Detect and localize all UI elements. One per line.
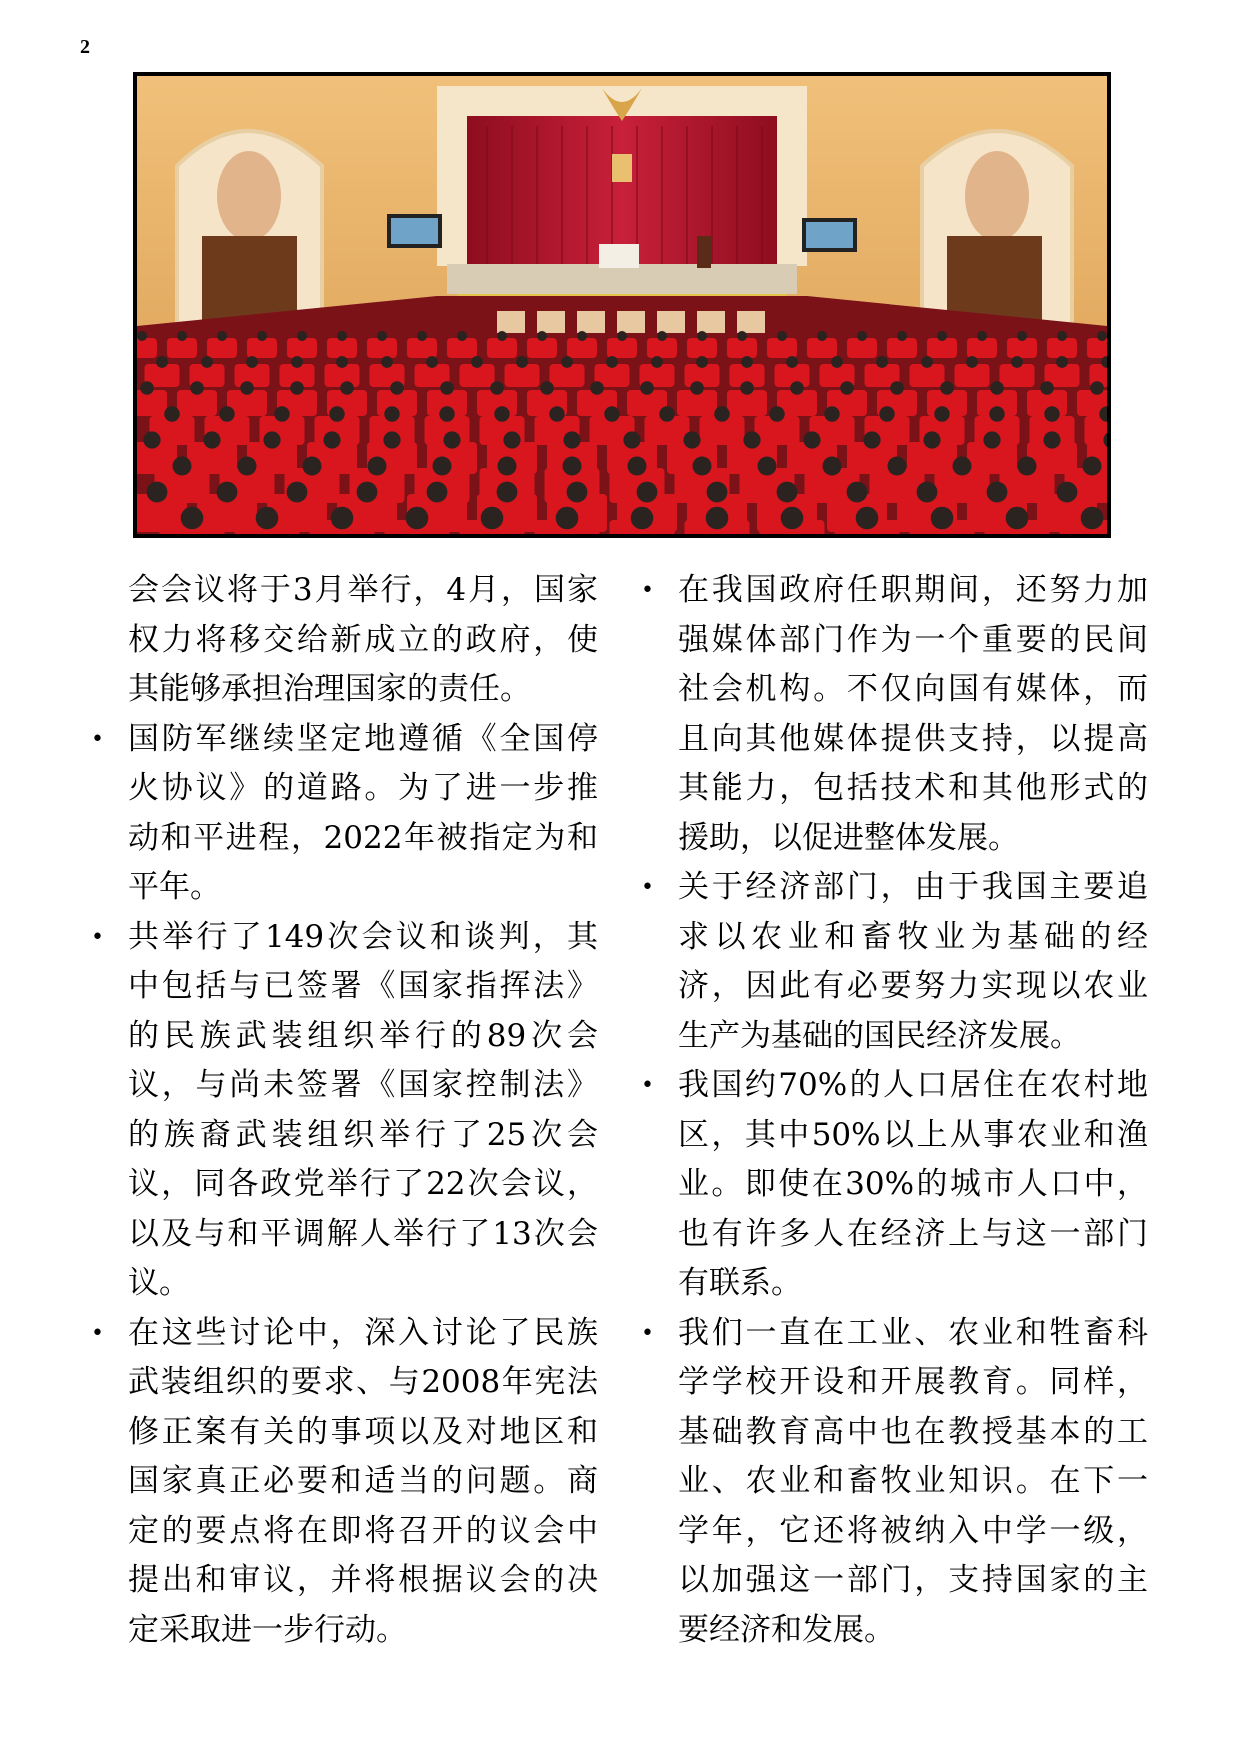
text-line [128, 1457, 598, 1507]
page-number: 2 [80, 36, 90, 58]
line-text: 火协议》的道路。为了进一步推 [128, 770, 598, 806]
attendee-head [331, 507, 354, 530]
attendee-head [628, 457, 647, 476]
attendee-head [740, 381, 754, 395]
attendee-head [790, 381, 804, 395]
text-line [128, 1606, 598, 1656]
line-text: 社会机构。不仅向国有媒体，而 [678, 671, 1148, 707]
bullet-paragraph [641, 566, 1148, 863]
text-line [128, 814, 598, 864]
attendee-head [287, 482, 308, 503]
attendee-head [440, 381, 454, 395]
attendee-head [390, 381, 404, 395]
line-text: 权力将移交给新成立的政府，使 [128, 621, 598, 658]
attendee-head [623, 431, 640, 448]
text-line [678, 1111, 1148, 1161]
attendee-head [340, 381, 354, 395]
attendee-head [549, 406, 564, 421]
bullet-paragraph [641, 1061, 1148, 1309]
attendee-head [291, 356, 303, 368]
attendee-head [426, 356, 438, 368]
line-text: 且向其他媒体提供支持，以提高 [678, 720, 1148, 757]
text-line [678, 715, 1148, 765]
attendee-head [147, 482, 168, 503]
bullet-icon: • [91, 1320, 104, 1346]
attendee-head [503, 431, 520, 448]
bullet-paragraph [91, 913, 598, 1309]
attendee-head [383, 431, 400, 448]
line-text: 修正案有关的事项以及对地区和 [128, 1413, 598, 1450]
attendee-head [381, 356, 393, 368]
line-text: 国家真正必要和适当的问题。商 [128, 1463, 598, 1499]
attendee-head [1018, 457, 1037, 476]
attendee-head [737, 331, 747, 341]
text-line [128, 1012, 598, 1062]
text-line [678, 665, 1148, 715]
text-line [128, 962, 598, 1012]
attendee-head [823, 457, 842, 476]
attendee-head [337, 331, 347, 341]
text-line [678, 1408, 1148, 1458]
text-line [678, 1210, 1148, 1260]
attendee-head [497, 482, 518, 503]
line-text: 也有许多人在经济上与这一部门 [678, 1215, 1148, 1252]
attendee-head [693, 457, 712, 476]
bullet-icon: • [641, 1320, 654, 1346]
bullet-icon: • [91, 726, 104, 752]
attendee-head [890, 381, 904, 395]
text-line [91, 1309, 598, 1359]
line-text: 的族裔武装组织举行了25次会 [128, 1116, 598, 1153]
attendee-head [1044, 406, 1059, 421]
text-line [128, 665, 598, 715]
attendee-head [697, 331, 707, 341]
text-line [128, 616, 598, 666]
attendee-head [824, 406, 839, 421]
attendee-head [1006, 507, 1029, 530]
text-line [128, 1358, 598, 1408]
attendee-head [1017, 331, 1027, 341]
attendee-head [777, 482, 798, 503]
attendee-head [940, 381, 954, 395]
attendee-head [1090, 381, 1104, 395]
text-line [678, 1358, 1148, 1408]
line-text: 平年。 [128, 869, 221, 905]
text-line [91, 715, 598, 765]
attendee-head [497, 331, 507, 341]
seat [137, 338, 157, 358]
attendee-head [937, 331, 947, 341]
attendee-head [651, 356, 663, 368]
line-text: 其能力，包括技术和其他形式的 [678, 770, 1148, 806]
attendee-head [181, 507, 204, 530]
line-text: 关于经济部门，由于我国主要追 [678, 869, 1148, 905]
line-text: 共举行了149次会议和谈判，其 [128, 918, 598, 955]
attendee-head [290, 381, 304, 395]
line-text: 学学校开设和开展教育。同样， [678, 1364, 1148, 1400]
attendee-head [537, 331, 547, 341]
line-text: 在我国政府任职期间，还努力加 [678, 572, 1148, 608]
attendee-head [203, 431, 220, 448]
attendee-head [590, 381, 604, 395]
line-text: 以及与和平调解人举行了13次会 [128, 1215, 598, 1252]
attendee-head [439, 406, 454, 421]
left-arch-ornament [217, 151, 281, 241]
attendee-head [1081, 507, 1104, 530]
attendee-head [840, 381, 854, 395]
attendee-head [540, 381, 554, 395]
text-line [128, 1111, 598, 1161]
attendee-head [137, 331, 147, 341]
attendee-head [934, 406, 949, 421]
line-text: 基础教育高中也在教授基本的工 [678, 1413, 1148, 1450]
line-text: 我国约70%的人口居住在农村地 [678, 1067, 1148, 1103]
text-line [641, 1061, 1148, 1111]
attendee-head [246, 356, 258, 368]
attendee-head [863, 431, 880, 448]
text-line [678, 1259, 1148, 1309]
attendee-head [1097, 331, 1107, 341]
attendee-head [577, 331, 587, 341]
text-line [678, 1160, 1148, 1210]
text-line [678, 1507, 1148, 1557]
line-text: 议。 [128, 1265, 190, 1301]
attendee-head [173, 457, 192, 476]
attendee-head [657, 331, 667, 341]
attendee-head [217, 482, 238, 503]
line-text: 国防军继续坚定地遵循《全国停 [128, 720, 598, 757]
text-line [128, 1061, 598, 1111]
attendee-head [683, 431, 700, 448]
text-line [678, 1457, 1148, 1507]
attendee-head [329, 406, 344, 421]
attendee-head [257, 331, 267, 341]
attendee-head [240, 381, 254, 395]
line-text: 有联系。 [678, 1265, 802, 1301]
attendee-head [989, 406, 1004, 421]
text-line [128, 1507, 598, 1557]
attendee-head [563, 431, 580, 448]
attendee-head [457, 331, 467, 341]
attendee-head [177, 331, 187, 341]
attendee-head [741, 356, 753, 368]
attendee-head [256, 507, 279, 530]
attendee-head [406, 507, 429, 530]
left-column [91, 566, 598, 1655]
attendee-head [856, 507, 879, 530]
attendee-head [443, 431, 460, 448]
auditorium-illustration [137, 76, 1107, 534]
right-arch-ornament [965, 151, 1029, 241]
attendee-head [966, 356, 978, 368]
text-line [678, 1556, 1148, 1606]
stage-emblem [612, 154, 632, 182]
attendee-head [690, 381, 704, 395]
attendee-head [888, 457, 907, 476]
bullet-paragraph [128, 566, 598, 715]
left-screen-display [391, 218, 438, 244]
attendee-head [156, 356, 168, 368]
attendee-head [617, 331, 627, 341]
text-line [128, 1160, 598, 1210]
text-line [641, 566, 1148, 616]
attendee-head [758, 457, 777, 476]
attendee-head [714, 406, 729, 421]
bullet-icon: • [641, 1073, 654, 1098]
attendee-head [143, 431, 160, 448]
attendee-head [1040, 381, 1054, 395]
text-line [678, 764, 1148, 814]
bullet-paragraph [641, 863, 1148, 1061]
text-line [128, 863, 598, 913]
attendee-head [384, 406, 399, 421]
attendee-head [977, 331, 987, 341]
attendee-head [561, 356, 573, 368]
line-text: 业。即使在30%的城市人口中， [678, 1166, 1148, 1202]
seat [1087, 338, 1107, 358]
text-line [91, 913, 598, 963]
attendee-head [377, 331, 387, 341]
bullet-paragraph [641, 1309, 1148, 1656]
attendee-head [303, 457, 322, 476]
text-line [128, 1210, 598, 1260]
seat [137, 390, 167, 416]
line-text: 的民族武装组织举行的89次会 [128, 1017, 598, 1054]
line-text: 议，同各政党举行了22次会议， [128, 1166, 598, 1202]
text-line [678, 616, 1148, 666]
attendee-head [917, 482, 938, 503]
right-column [641, 566, 1148, 1655]
line-text: 强媒体部门作为一个重要的民间 [678, 621, 1148, 658]
line-text: 提出和审议，并将根据议会的决 [128, 1562, 598, 1598]
line-text: 区，其中50%以上从事农业和渔 [678, 1116, 1148, 1153]
attendee-head [777, 331, 787, 341]
attendee-head [481, 507, 504, 530]
line-text: 其能够承担治理国家的责任。 [128, 671, 531, 707]
stage-table [599, 244, 639, 268]
attendee-head [743, 431, 760, 448]
bullet-paragraph [91, 715, 598, 913]
attendee-head [781, 507, 804, 530]
attendee-head [786, 356, 798, 368]
attendee-head [987, 482, 1008, 503]
line-text: 会会议将于3月举行，4月，国家 [128, 572, 598, 608]
attendee-head [606, 356, 618, 368]
attendee-head [631, 507, 654, 530]
attendee-head [263, 431, 280, 448]
text-line [128, 764, 598, 814]
line-text: 武装组织的要求、与2008年宪法 [128, 1364, 598, 1400]
attendee-head [931, 507, 954, 530]
text-line [128, 1259, 598, 1309]
text-line [678, 1606, 1148, 1656]
attendee-head [323, 431, 340, 448]
attendee-head [1056, 356, 1068, 368]
attendee-head [604, 406, 619, 421]
attendee-head [494, 406, 509, 421]
attendee-head [357, 482, 378, 503]
line-text: 动和平进程，2022年被指定为和 [128, 819, 598, 856]
attendee-head [190, 381, 204, 395]
attendee-head [637, 482, 658, 503]
attendee-head [707, 482, 728, 503]
text-line [678, 962, 1148, 1012]
attendee-head [1057, 331, 1067, 341]
bullet-icon: • [641, 578, 654, 603]
text-line [678, 814, 1148, 864]
bullet-icon: • [641, 875, 654, 900]
attendee-head [990, 381, 1004, 395]
attendee-head [140, 381, 154, 395]
text-line [128, 566, 598, 616]
attendee-head [921, 356, 933, 368]
line-text: 议，与尚未签署《国家控制法》 [128, 1067, 598, 1103]
attendee-head [556, 507, 579, 530]
line-text: 援助，以促进整体发展。 [678, 819, 1019, 856]
attendee-head [427, 482, 448, 503]
attendee-head [336, 356, 348, 368]
attendee-head [847, 482, 868, 503]
attendee-head [1011, 356, 1023, 368]
attendee-head [659, 406, 674, 421]
podium [697, 236, 711, 268]
attendee-head [516, 356, 528, 368]
bullet-icon: • [91, 924, 104, 950]
stage [447, 264, 797, 294]
text-line [678, 913, 1148, 963]
front-row-chairs [497, 311, 765, 333]
right-screen-display [806, 222, 853, 248]
attendee-head [923, 431, 940, 448]
text-line [128, 1556, 598, 1606]
attendee-head [857, 331, 867, 341]
line-text: 业、农业和畜牧业知识。在下一 [678, 1463, 1148, 1499]
line-text: 学年，它还将被纳入中学一级， [678, 1512, 1148, 1549]
attendee-head [706, 507, 729, 530]
attendee-head [567, 482, 588, 503]
attendee-head [471, 356, 483, 368]
attendee-head [817, 331, 827, 341]
attendee-head [1043, 431, 1060, 448]
attendee-head [897, 331, 907, 341]
text-line [641, 1309, 1148, 1359]
line-text: 以加强这一部门，支持国家的主 [678, 1562, 1148, 1598]
attendee-head [164, 406, 179, 421]
stage-curtain [467, 116, 777, 266]
line-text: 生产为基础的国民经济发展。 [678, 1017, 1081, 1054]
attendee-head [983, 431, 1000, 448]
line-text: 求以农业和畜牧业为基础的经 [678, 918, 1148, 955]
line-text: 要经济和发展。 [678, 1611, 895, 1648]
attendee-head [696, 356, 708, 368]
attendee-head [1057, 482, 1078, 503]
attendee-head [498, 457, 517, 476]
attendee-head [238, 457, 257, 476]
attendee-head [640, 381, 654, 395]
attendee-head [876, 356, 888, 368]
text-line [128, 1408, 598, 1458]
attendee-head [297, 331, 307, 341]
line-text: 定采取进一步行动。 [128, 1611, 407, 1648]
line-text: 济，因此有必要努力实现以农业 [678, 968, 1148, 1004]
attendee-head [217, 331, 227, 341]
attendee-head [803, 431, 820, 448]
line-text: 中包括与已签署《国家指挥法》 [128, 968, 598, 1004]
attendee-head [1083, 457, 1102, 476]
attendee-head [274, 406, 289, 421]
attendee-head [953, 457, 972, 476]
text-line [641, 863, 1148, 913]
attendee-head [201, 356, 213, 368]
line-text: 定的要点将在即将召开的议会中 [128, 1512, 598, 1549]
line-text: 我们一直在工业、农业和牲畜科 [678, 1314, 1148, 1351]
attendee-head [417, 331, 427, 341]
bullet-paragraph [91, 1309, 598, 1656]
attendee-head [368, 457, 387, 476]
attendee-head [831, 356, 843, 368]
attendee-head [219, 406, 234, 421]
line-text: 在这些讨论中，深入讨论了民族 [128, 1314, 598, 1351]
attendee-head [563, 457, 582, 476]
text-line [678, 1012, 1148, 1062]
attendee-head [879, 406, 894, 421]
attendee-head [433, 457, 452, 476]
auditorium-photo [133, 72, 1111, 538]
attendee-head [769, 406, 784, 421]
attendee-head [490, 381, 504, 395]
